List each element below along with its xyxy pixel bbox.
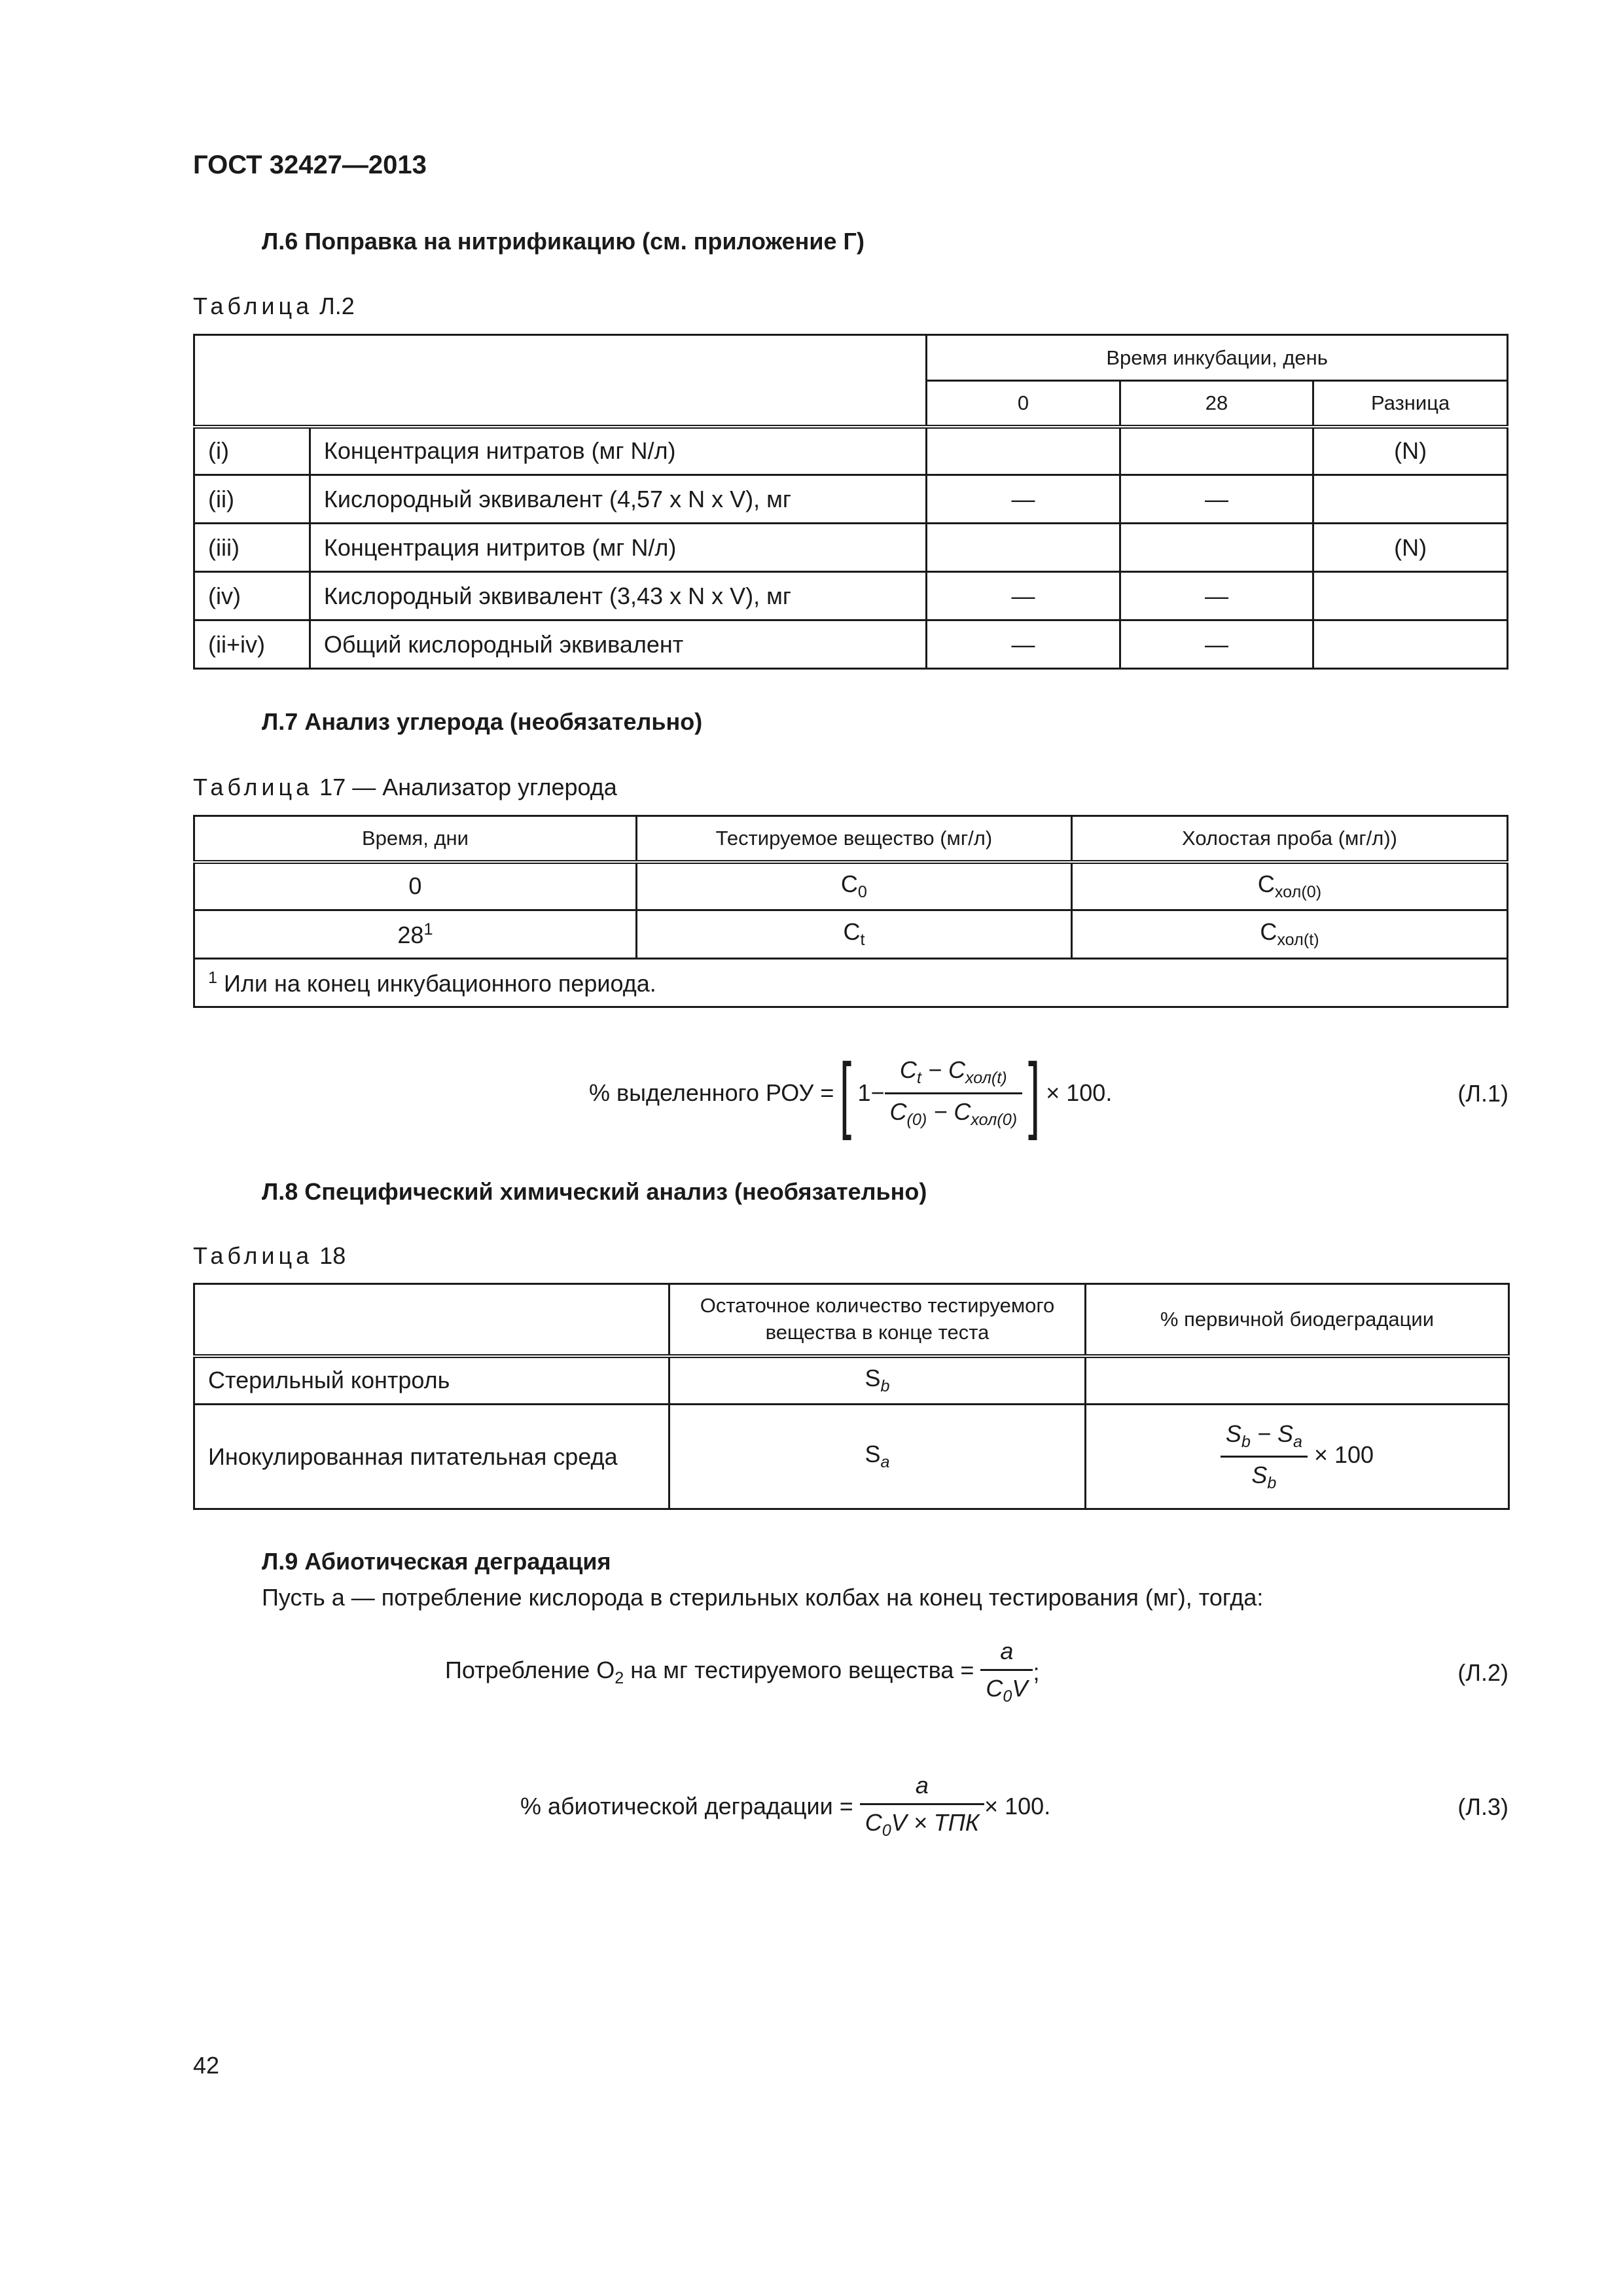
row-value-0: — xyxy=(927,475,1120,524)
row-value-diff xyxy=(1313,572,1508,620)
row-value-0: — xyxy=(927,572,1120,620)
equation-number-l3: (Л.3) xyxy=(1457,1793,1508,1820)
row-biodegradation xyxy=(1085,1405,1508,1509)
equation-l1-fraction xyxy=(885,1056,1023,1129)
section-heading-l9: Л.9 Абиотическая деградация xyxy=(262,1548,611,1575)
table-row xyxy=(194,572,1508,620)
caption-word: Таблица xyxy=(193,774,313,800)
fraction-denominator: $C_{(0)} - C_{хол(0)}$ xyxy=(889,1098,1018,1129)
row-value-28 xyxy=(1120,524,1313,572)
table-l2-col-28: 28 xyxy=(1120,381,1313,427)
row-label: Общий кислородный эквивалент xyxy=(310,620,926,669)
table-row xyxy=(194,620,1508,669)
equation-l3-tail: × 100. xyxy=(984,1793,1051,1820)
section-heading-l8: Л.8 Специфический химический анализ (необязательно) xyxy=(262,1178,927,1205)
row-value-0 xyxy=(927,427,1120,475)
equation-l2-lhs: Потребление $O_2$ на мг тестируемого вещества = xyxy=(445,1656,974,1688)
table-l2-group-header: Время инкубации, день xyxy=(927,335,1508,381)
table-row xyxy=(194,427,1508,475)
row-id: (ii) xyxy=(194,475,310,524)
table-18-col-residual: Остаточное количество тестируемого вещества в конце теста xyxy=(669,1284,1086,1356)
equation-l3 xyxy=(520,1764,1050,1849)
table-row xyxy=(194,910,1508,959)
row-value-diff: (N) xyxy=(1313,427,1508,475)
table-row xyxy=(194,862,1508,910)
fraction-numerator: a xyxy=(980,1638,1033,1671)
biodegradation-tail: × 100 xyxy=(1313,1441,1374,1469)
section-heading-l7: Л.7 Анализ углерода (необязательно) xyxy=(262,708,703,735)
row-blank-value: $C_{хол(t)}$ xyxy=(1071,910,1507,959)
table-l2-empty-header xyxy=(194,335,927,427)
table-17-col-time: Время, дни xyxy=(194,816,637,862)
caption-word: Таблица xyxy=(193,1242,313,1269)
caption-rest: 17 — Анализатор углерода xyxy=(319,774,617,800)
table-17-col-test: Тестируемое вещество (мг/л) xyxy=(636,816,1071,862)
row-test-value: $C_0$ xyxy=(636,862,1071,910)
table-caption-18 xyxy=(193,1242,346,1270)
table-row xyxy=(194,1405,1509,1509)
row-biodegradation xyxy=(1085,1356,1508,1405)
row-value-28: — xyxy=(1120,620,1313,669)
right-bracket: ] xyxy=(1028,1045,1041,1141)
row-value-diff xyxy=(1313,620,1508,669)
row-label: Концентрация нитритов (мг N/л) xyxy=(310,524,926,572)
row-time: $28^1$ xyxy=(194,910,637,959)
section-l9-text: Пусть a — потребление кислорода в стерильных колбах на конец тестирования (мг), тогда: xyxy=(262,1584,1264,1611)
row-id: (iv) xyxy=(194,572,310,620)
table-18-col-biodegradation: % первичной биодеградации xyxy=(1085,1284,1508,1356)
caption-number: 18 xyxy=(319,1242,346,1269)
equation-l1 xyxy=(589,1044,1112,1142)
row-value-28 xyxy=(1120,427,1313,475)
page-number: 42 xyxy=(193,2052,220,2079)
table-18 xyxy=(193,1283,1510,1510)
row-label: Стерильный контроль xyxy=(194,1356,669,1405)
equation-l1-lhs: % выделенного РОУ = xyxy=(589,1079,834,1106)
biodegradation-fraction xyxy=(1221,1420,1308,1493)
table-caption-17 xyxy=(193,774,617,801)
table-l2-col-diff: Разница xyxy=(1313,381,1508,427)
equation-l1-one-minus: 1− xyxy=(857,1079,885,1106)
row-id: (iii) xyxy=(194,524,310,572)
row-id: (i) xyxy=(194,427,310,475)
equation-l2-fraction xyxy=(980,1638,1033,1706)
table-row xyxy=(194,524,1508,572)
fraction-numerator: $S_b - S_a$ xyxy=(1221,1420,1308,1458)
section-heading-l6: Л.6 Поправка на нитрификацию (см. приложение Г) xyxy=(262,228,865,255)
row-time: 0 xyxy=(194,862,637,910)
row-blank-value: $C_{хол(0)}$ xyxy=(1071,862,1507,910)
row-value-28: — xyxy=(1120,572,1313,620)
row-label: Кислородный эквивалент (3,43 x N x V), мг xyxy=(310,572,926,620)
equation-number-l2: (Л.2) xyxy=(1457,1659,1508,1686)
row-residual: $S_a$ xyxy=(669,1405,1086,1509)
table-18-empty-header xyxy=(194,1284,669,1356)
row-label: Инокулированная питательная среда xyxy=(194,1405,669,1509)
table-caption-l2 xyxy=(193,293,355,320)
table-row xyxy=(194,1356,1509,1405)
table-l2-col-0: 0 xyxy=(927,381,1120,427)
table-17-footnote: $^1$ Или на конец инкубационного периода. xyxy=(194,959,1508,1007)
row-test-value: $C_t$ xyxy=(636,910,1071,959)
fraction-denominator: $S_b$ xyxy=(1251,1462,1277,1493)
equation-l2-tail: ; xyxy=(1033,1659,1040,1685)
fraction-denominator: $C_0V$ xyxy=(986,1675,1028,1706)
document-header: ГОСТ 32427—2013 xyxy=(193,151,427,179)
equation-l1-tail: × 100. xyxy=(1046,1079,1113,1106)
row-id: (ii+iv) xyxy=(194,620,310,669)
table-row xyxy=(194,475,1508,524)
table-17-col-blank: Холостая проба (мг/л)) xyxy=(1071,816,1507,862)
table-l2 xyxy=(193,334,1508,670)
row-value-0 xyxy=(927,524,1120,572)
row-value-28: — xyxy=(1120,475,1313,524)
row-residual: $S_b$ xyxy=(669,1356,1086,1405)
fraction-numerator: $C_t - C_{хол(t)}$ xyxy=(885,1056,1023,1094)
caption-word: Таблица xyxy=(193,293,313,319)
row-label: Кислородный эквивалент (4,57 x N x V), мг xyxy=(310,475,926,524)
equation-number-l1: (Л.1) xyxy=(1457,1080,1508,1107)
row-label: Концентрация нитратов (мг N/л) xyxy=(310,427,926,475)
equation-l3-lhs: % абиотической деградации = xyxy=(520,1793,853,1820)
equation-l3-fraction xyxy=(860,1772,984,1840)
row-value-diff xyxy=(1313,475,1508,524)
caption-number: Л.2 xyxy=(319,293,355,319)
row-value-0: — xyxy=(927,620,1120,669)
table-17 xyxy=(193,815,1508,1008)
fraction-numerator: a xyxy=(860,1772,984,1805)
row-value-diff: (N) xyxy=(1313,524,1508,572)
equation-l2 xyxy=(445,1630,1039,1715)
left-bracket: [ xyxy=(840,1045,852,1141)
fraction-denominator: $C_0V$ × ТПК xyxy=(865,1809,980,1840)
